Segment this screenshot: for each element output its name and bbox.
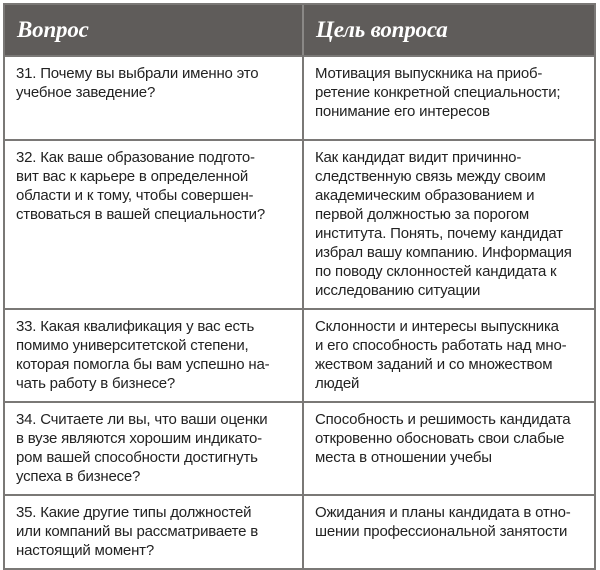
purpose-cell: Мотивация выпускника на приоб- ретение конкретной специальности; понимание его интересов (315, 65, 561, 120)
question-cell: 35. Какие другие типы должностей или компаний вы рассматриваете в настоящий момент? (5, 496, 304, 568)
header-question: Вопрос (5, 5, 304, 55)
table-row (5, 401, 594, 494)
question-cell: 32. Как ваше образование подгото- вит вас к карьере в определенной области и к тому, чтобы совершен- ствоваться в вашей специальности? (5, 141, 304, 308)
purpose-cell: Способность и решимость кандидата откровенно обосновать свои слабые места в отношении учебы (315, 411, 571, 466)
purpose-cell: Ожидания и планы кандидата в отно- шении профессиональной занятости (315, 504, 571, 540)
table-row (5, 55, 594, 139)
questions-table (3, 3, 596, 570)
table-row (5, 308, 594, 401)
question-cell: 33. Какая квалификация у вас есть помимо университетской степени, которая помогла бы вам успешно на- чать работу в бизнесе? (5, 310, 304, 401)
table-header (5, 5, 594, 55)
purpose-cell: Как кандидат видит причинно- следственную связь между своим академическим образованием и первой должностью за порогом института. Понять, почему кандидат избрал вашу компанию. Информация по поводу склонностей кандидата к исследованию ситуации (315, 149, 572, 299)
purpose-cell: Склонности и интересы выпускника и его способность работать над мно- жеством заданий и со множеством людей (315, 318, 567, 392)
header-purpose: Цель вопроса (316, 17, 448, 42)
table-row (5, 139, 594, 308)
table-row (5, 494, 594, 568)
question-cell: 34. Считаете ли вы, что ваши оценки в вузе являются хорошим индикато- ром вашей способности достигнуть успеха в бизнесе? (5, 403, 304, 494)
question-cell: 31. Почему вы выбрали именно это учебное заведение? (5, 57, 304, 139)
